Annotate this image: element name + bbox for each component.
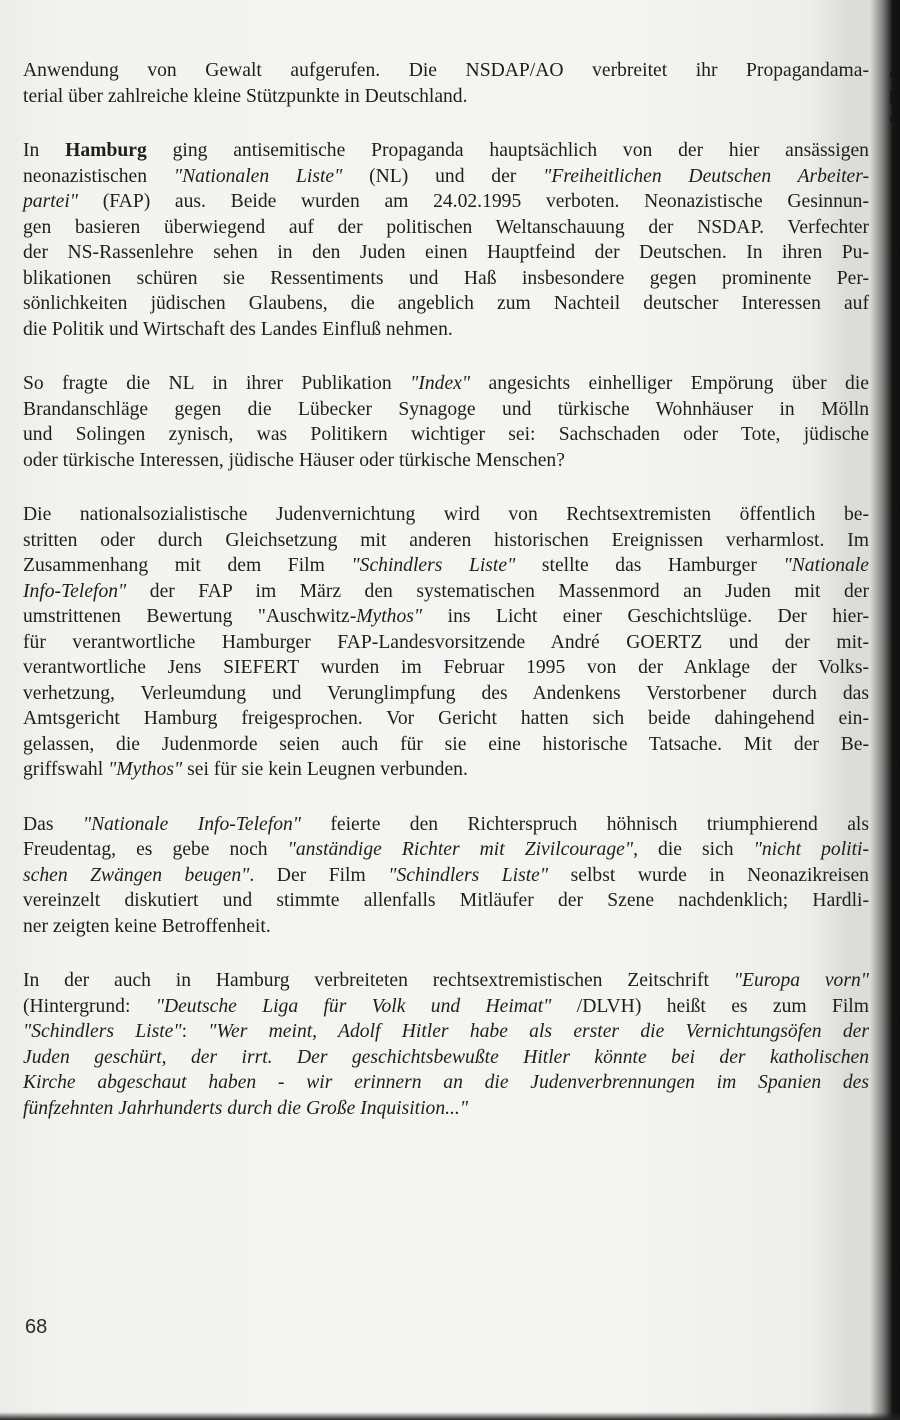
text-line bbox=[23, 371, 869, 397]
text-segment: ins Licht einer Geschichtslüge. Der hier- bbox=[422, 606, 869, 627]
text-line bbox=[23, 579, 869, 605]
text-line bbox=[23, 914, 869, 940]
bold-text: Hamburg bbox=[65, 140, 147, 161]
text-line bbox=[23, 888, 869, 914]
italic-text: Juden geschürt, der irrt. Der geschichtsbewußte Hitler könnte bei der katholischen bbox=[23, 1046, 869, 1068]
italic-text: "Mythos" bbox=[108, 759, 183, 780]
page-number: 68 bbox=[25, 1316, 48, 1338]
text-line bbox=[23, 1070, 869, 1096]
italic-text: "Freiheitlichen Deutschen Arbeiter- bbox=[543, 165, 870, 187]
text-segment: und Solingen zynisch, was Politikern wichtiger sei: Sachschaden oder Tote, jüdische bbox=[23, 424, 869, 445]
paragraph bbox=[23, 968, 869, 1121]
text-segment: gen basieren überwiegend auf der politischen Weltanschauung der NSDAP. Verfechter bbox=[23, 216, 869, 238]
text-segment: sei für sie kein Leugnen verbunden. bbox=[182, 759, 468, 780]
text-segment: der FAP im März den systematischen Massenmord an Juden mit der bbox=[126, 580, 869, 602]
italic-text: Kirche abgeschaut haben - wir erinnern an die Judenverbrennungen im Spanien des bbox=[23, 1072, 869, 1093]
text-segment: /DLVH) heißt es zum Film bbox=[551, 995, 869, 1017]
text-segment: Zusammenhang mit dem Film bbox=[23, 555, 352, 576]
text-segment: : bbox=[181, 1021, 209, 1042]
text-line bbox=[23, 266, 869, 292]
text-segment: feierte den Richterspruch höhnisch triumphierend als bbox=[301, 813, 869, 835]
text-line bbox=[23, 604, 869, 630]
text-segment: umstrittenen Bewertung "Auschwitz- bbox=[23, 606, 357, 627]
text-line bbox=[23, 1019, 869, 1045]
text-segment: Anwendung von Gewalt aufgerufen. Die NSDAP/AO verbreitet ihr Propagandama- bbox=[23, 60, 869, 81]
text-line bbox=[23, 422, 869, 448]
text-segment: sönlichkeiten jüdischen Glaubens, die angeblich zum Nachteil deutscher Interessen auf bbox=[23, 293, 869, 314]
text-segment: ging antisemitische Propaganda hauptsächlich von der hier ansässigen bbox=[146, 140, 869, 161]
text-line bbox=[23, 502, 869, 528]
text-segment: Freudentag, es gebe noch bbox=[23, 839, 288, 860]
text-segment: gelassen, die Judenmorde seien auch für sie eine historische Tatsache. Mit der Be- bbox=[23, 733, 869, 755]
text-segment: blikationen schüren sie Ressentiments und Haß insbesondere gegen prominente Per- bbox=[23, 267, 869, 289]
text-line bbox=[23, 1045, 869, 1071]
text-line bbox=[23, 317, 869, 343]
body-text bbox=[23, 58, 869, 1150]
text-segment: So fragte die NL in ihrer Publikation bbox=[23, 373, 411, 394]
text-line bbox=[23, 448, 869, 474]
paragraph bbox=[23, 138, 869, 342]
text-line bbox=[23, 58, 869, 84]
text-segment: stellte das Hamburger bbox=[515, 555, 784, 576]
text-segment: . Der Film bbox=[249, 864, 389, 886]
text-line bbox=[23, 732, 869, 758]
text-line bbox=[23, 240, 869, 266]
text-line bbox=[23, 757, 869, 783]
italic-text: "Europa vorn" bbox=[733, 970, 870, 991]
text-segment: der NS-Rassenlehre sehen in den Juden einen Hauptfeind der Deutschen. In ihren Pu- bbox=[23, 242, 869, 263]
text-line bbox=[23, 968, 869, 994]
text-line bbox=[23, 84, 869, 110]
italic-text: "Schindlers Liste" bbox=[351, 555, 516, 576]
text-line bbox=[23, 397, 869, 423]
italic-text: "Nationalen Liste" bbox=[173, 165, 343, 187]
italic-text: Mythos" bbox=[356, 606, 423, 627]
text-segment: In bbox=[23, 140, 66, 161]
text-segment: ner zeigten keine Betroffenheit. bbox=[23, 915, 271, 937]
text-segment: (NL) und der bbox=[342, 165, 544, 187]
text-segment: verantwortliche Jens SIEFERT wurden im Februar 1995 von der Anklage der Volks- bbox=[23, 657, 869, 678]
paragraph bbox=[23, 58, 869, 109]
paragraph bbox=[23, 812, 869, 940]
text-segment: oder türkische Interessen, jüdische Häuser oder türkische Menschen? bbox=[23, 449, 565, 471]
text-line bbox=[23, 812, 869, 838]
text-segment: stritten oder durch Gleichsetzung mit anderen historischen Ereignissen verharmlost. Im bbox=[23, 529, 869, 551]
text-segment: verhetzung, Verleumdung und Verunglimpfung des Andenkens Verstorbener durch das bbox=[23, 682, 869, 704]
text-line bbox=[23, 655, 869, 681]
text-line bbox=[23, 189, 869, 215]
text-segment: Das bbox=[23, 813, 83, 835]
italic-text: "Nationale Info-Telefon" bbox=[82, 813, 302, 835]
text-line bbox=[23, 164, 869, 190]
italic-text: Info-Telefon" bbox=[23, 580, 127, 602]
italic-text: "Schindlers Liste" bbox=[23, 1021, 182, 1042]
text-line bbox=[23, 291, 869, 317]
text-segment: Brandanschläge gegen die Lübecker Synagoge und türkische Wohnhäuser in Mölln bbox=[23, 398, 869, 420]
text-line bbox=[23, 1096, 869, 1122]
text-line bbox=[23, 215, 869, 241]
text-segment: angesichts einhelliger Empörung über die bbox=[470, 373, 869, 394]
text-segment: selbst wurde in Neonazikreisen bbox=[548, 864, 869, 886]
text-segment: neonazistischen bbox=[23, 165, 174, 187]
page-bottom-edge bbox=[0, 1412, 900, 1420]
italic-text: "Schindlers Liste" bbox=[388, 864, 549, 886]
text-segment: (Hintergrund: bbox=[23, 995, 156, 1017]
text-segment: , die sich bbox=[633, 839, 754, 860]
italic-text: "Wer meint, Adolf Hitler habe als erster die Vernichtungsöfen der bbox=[208, 1021, 869, 1042]
text-segment: griffswahl bbox=[23, 759, 109, 780]
italic-text: "Deutsche Liga für Volk und Heimat" bbox=[155, 995, 552, 1017]
text-line bbox=[23, 553, 869, 579]
text-segment: vereinzelt diskutiert und stimmte allenfalls Mitläufer der Szene nachdenklich; Hardli- bbox=[23, 890, 869, 911]
text-line bbox=[23, 863, 869, 889]
paragraph bbox=[23, 502, 869, 783]
italic-text: "anständige Richter mit Zivilcourage" bbox=[287, 839, 634, 860]
book-binding-shadow bbox=[870, 0, 900, 1420]
text-line bbox=[23, 837, 869, 863]
text-line bbox=[23, 138, 869, 164]
text-line bbox=[23, 630, 869, 656]
text-line bbox=[23, 528, 869, 554]
text-segment: Die nationalsozialistische Judenvernichtung wird von Rechtsextremisten öffentlich be- bbox=[23, 504, 869, 525]
text-line bbox=[23, 706, 869, 732]
italic-text: "nicht politi- bbox=[753, 839, 869, 860]
italic-text: fünfzehnten Jahrhunderts durch die Große Inquisition..." bbox=[23, 1097, 469, 1119]
text-segment: terial über zahlreiche kleine Stützpunkte in Deutschland. bbox=[23, 85, 468, 107]
text-segment: In der auch in Hamburg verbreiteten rechtsextremistischen Zeitschrift bbox=[23, 970, 734, 991]
text-segment: für verantwortliche Hamburger FAP-Landesvorsitzende André GOERTZ und der mit- bbox=[23, 631, 869, 653]
text-line bbox=[23, 994, 869, 1020]
italic-text: "Index" bbox=[410, 373, 471, 394]
text-segment: die Politik und Wirtschaft des Landes Einfluß nehmen. bbox=[23, 318, 453, 340]
italic-text: "Nationale bbox=[783, 555, 869, 576]
paragraph bbox=[23, 371, 869, 473]
text-line bbox=[23, 681, 869, 707]
text-segment: (FAP) aus. Beide wurden am 24.02.1995 verboten. Neonazistische Gesinnun- bbox=[78, 191, 869, 212]
italic-text: partei" bbox=[23, 191, 79, 212]
italic-text: schen Zwängen beugen" bbox=[23, 864, 250, 886]
text-segment: Amtsgericht Hamburg freigesprochen. Vor Gericht hatten sich beide dahingehend ein- bbox=[23, 708, 869, 729]
